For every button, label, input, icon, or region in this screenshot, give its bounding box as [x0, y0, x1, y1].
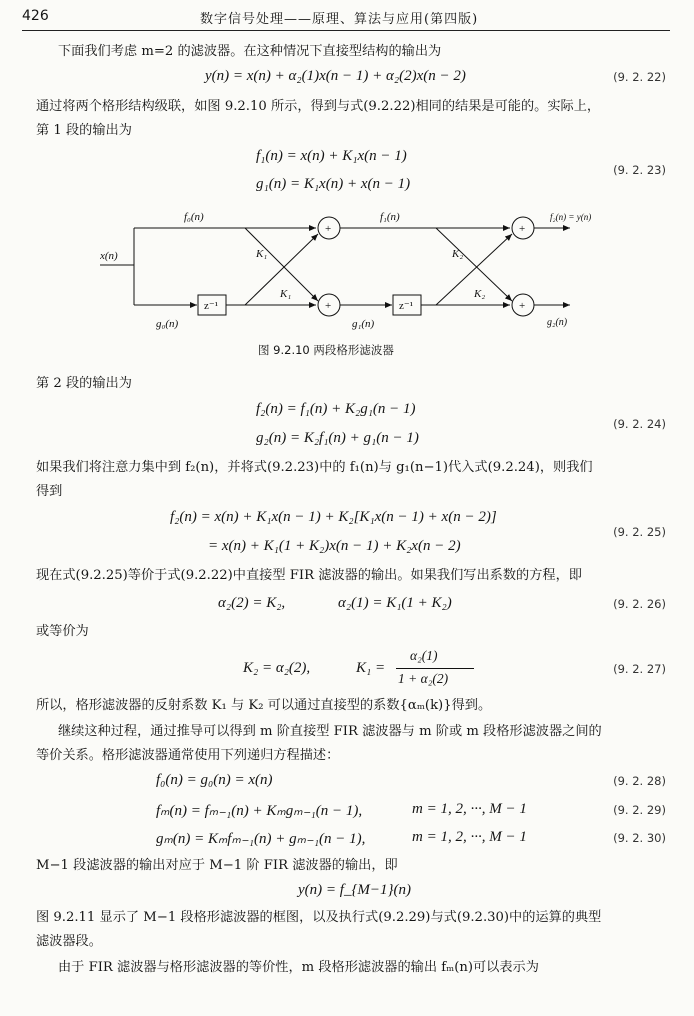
equation-number: (9. 2. 27): [613, 662, 666, 676]
label-k2-upper: K₂: [452, 248, 464, 260]
adder-1-bottom: +: [325, 300, 332, 312]
equation-9-2-27b-denominator: 1 + α₂(2): [398, 671, 449, 686]
equation-9-2-29-condition: m = 1, 2, ···, M − 1: [412, 801, 527, 817]
adder-2-top: +: [519, 223, 526, 235]
equation-9-2-24a: f₂(n) = f₁(n) + K₂g₁(n − 1): [256, 401, 416, 417]
equation-9-2-30: gₘ(n) = Kₘfₘ₋₁(n) + gₘ₋₁(n − 1),: [156, 831, 366, 847]
equation-9-2-24b: g₂(n) = K₂f₁(n) + g₁(n − 1): [256, 430, 419, 446]
label-k1-lower: K₁: [280, 288, 292, 300]
equation-9-2-26b: α₂(1) = K₁(1 + K₂): [338, 595, 452, 611]
equation-number: (9. 2. 29): [613, 803, 666, 817]
equation-number: (9. 2. 24): [613, 417, 666, 431]
label-f1: f₁(n): [380, 211, 400, 223]
equation-number: (9. 2. 26): [613, 597, 666, 611]
delay-block-1: z⁻¹: [204, 300, 218, 312]
adder-2-bottom: +: [519, 300, 526, 312]
equation-9-2-23a: f₁(n) = x(n) + K₁x(n − 1): [256, 148, 407, 164]
equation-9-2-28: f₀(n) = g₀(n) = x(n): [156, 772, 273, 788]
adder-1-top: +: [325, 223, 332, 235]
equation-number: (9. 2. 30): [613, 831, 666, 845]
equation-9-2-27a: K₂ = α₂(2),: [243, 660, 311, 676]
equation-9-2-25a: f₂(n) = x(n) + K₁x(n − 1) + K₂[K₁x(n − 1) + x(n − 2)]: [170, 509, 497, 525]
paragraph: 或等价为: [36, 624, 89, 639]
equation-9-2-27b-lhs: K₁ =: [356, 660, 386, 676]
paragraph: 通过将两个格形结构级联，如图 9.2.10 所示，得到与式(9.2.22)相同的结果是可能的。实际上，: [36, 99, 601, 114]
equation-output: y(n) = f_{M−1}(n): [298, 882, 412, 898]
label-g2: g₂(n): [547, 317, 568, 328]
paragraph: 等价关系。格形滤波器通常使用下列递归方程描述：: [36, 748, 340, 763]
fraction-bar: [396, 668, 474, 669]
equation-number: (9. 2. 28): [613, 774, 666, 788]
equation-number: (9. 2. 25): [613, 525, 666, 539]
label-g0: g₀(n): [156, 318, 179, 330]
paragraph: 现在式(9.2.25)等价于式(9.2.22)中直接型 FIR 滤波器的输出。如果我们写出系数的方程，即: [36, 568, 582, 583]
paragraph: 由于 FIR 滤波器与格形滤波器的等价性，m 段格形滤波器的输出 fₘ(n)可以表示为: [58, 960, 539, 975]
label-g1: g₁(n): [352, 318, 375, 330]
paragraph: 得到: [36, 484, 63, 499]
equation-9-2-29: fₘ(n) = fₘ₋₁(n) + Kₘgₘ₋₁(n − 1),: [156, 803, 363, 819]
equation-9-2-27b-numerator: α₂(1): [410, 648, 438, 663]
paragraph: 滤波器段。: [36, 934, 102, 949]
header-rule: [22, 30, 670, 31]
paragraph: 继续这种过程，通过推导可以得到 m 阶直接型 FIR 滤波器与 m 阶或 m 段格形滤波器之间的: [58, 724, 602, 739]
equation-number: (9. 2. 23): [613, 163, 666, 177]
paragraph: 图 9.2.11 显示了 M−1 段格形滤波器的框图，以及执行式(9.2.29)与式(9.2.30)中的运算的典型: [36, 910, 602, 925]
paragraph: M−1 段滤波器的输出对应于 M−1 阶 FIR 滤波器的输出，即: [36, 858, 398, 873]
label-k2-lower: K₂: [474, 288, 486, 300]
equation-9-2-25b: = x(n) + K₁(1 + K₂)x(n − 1) + K₂x(n − 2): [208, 538, 461, 554]
page-number: 426: [22, 8, 49, 24]
running-title: 数字信号处理——原理、算法与应用(第四版): [200, 12, 479, 27]
equation-9-2-26a: α₂(2) = K₂,: [218, 595, 286, 611]
paragraph: 第 1 段的输出为: [36, 123, 132, 138]
delay-block-2: z⁻¹: [399, 300, 413, 312]
paragraph: 下面我们考虑 m=2 的滤波器。在这种情况下直接型结构的输出为: [58, 44, 442, 59]
equation-9-2-22: y(n) = x(n) + α₂(1)x(n − 1) + α₂(2)x(n − 2): [205, 68, 466, 84]
label-k1-upper: K₁: [256, 248, 268, 260]
label-f2: f₂(n) = y(n): [550, 212, 592, 222]
label-f0: f₀(n): [184, 211, 204, 223]
lattice-filter-diagram: [100, 205, 620, 335]
figure-caption: 图 9.2.10 两段格形滤波器: [258, 343, 394, 357]
equation-9-2-30-condition: m = 1, 2, ···, M − 1: [412, 829, 527, 845]
paragraph: 如果我们将注意力集中到 f₂(n)，并将式(9.2.23)中的 f₁(n)与 g₁(n−1)代入式(9.2.24)，则我们: [36, 460, 593, 475]
paragraph: 第 2 段的输出为: [36, 376, 132, 391]
equation-number: (9. 2. 22): [613, 70, 666, 84]
equation-9-2-23b: g₁(n) = K₁x(n) + x(n − 1): [256, 176, 411, 192]
label-x: x(n): [100, 250, 118, 262]
paragraph: 所以，格形滤波器的反射系数 K₁ 与 K₂ 可以通过直接型的系数{αₘ(k)}得到。: [36, 698, 492, 713]
